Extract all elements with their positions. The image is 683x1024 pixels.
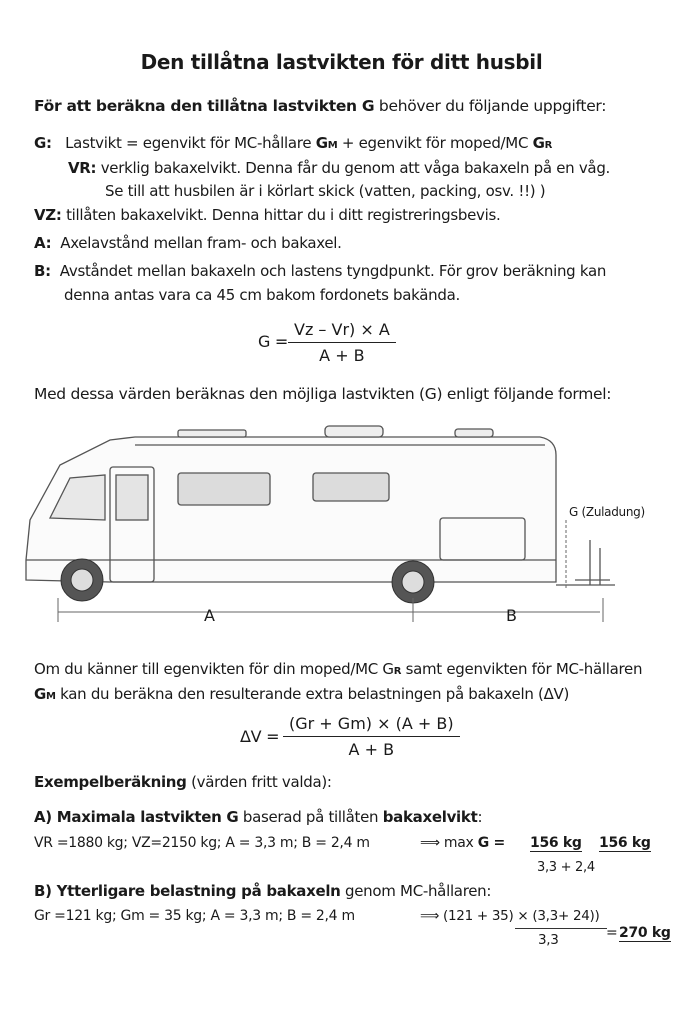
label-a: A [204,606,215,625]
example-a-heading [34,808,482,826]
roof-vent [178,430,246,437]
text: kan du beräkna den resulterande extra belastningen på bakaxeln (ΔV) [55,685,570,703]
door-window [116,475,148,520]
example-b-numerator: ⟹ (121 + 35) × (3,3+ 24)) [420,908,600,924]
formula1-numerator: Vz – Vr) × A [288,320,396,343]
example-a-denominator: 3,3 + 2,4 [537,860,595,875]
def-text: verklig bakaxelvikt. Denna får du genom att våga bakaxeln på en våg. [100,159,611,177]
sym: G [315,134,328,152]
definition-b-line2: denna antas vara ca 45 cm bakom fordonets bakända. [64,286,460,304]
formula1-denominator: A + B [319,346,365,365]
sub: R [393,666,402,677]
roof-hatch [455,429,493,437]
formula2-denominator: A + B [348,740,395,759]
side-window-1 [178,473,270,505]
mc-carrier [556,540,615,585]
example-a-values: VR =1880 kg; VZ=2150 kg; A = 3,3 m; B = 2,4 m [34,835,370,851]
example-b-result: 270 kg [619,925,671,941]
side-window-2 [313,473,389,501]
def-label: A: [34,234,52,252]
text: MC-hållaren: [400,882,492,900]
example-b-denominator: 3,3 [538,932,559,948]
sub: M [327,140,338,151]
text: genom [340,882,401,900]
def-label: VZ: [34,206,62,224]
definition-vr-line2: Se till att husbilen är i körlart skick (vatten, packing, osv. !!) ) [105,182,546,200]
def-text: Lastvikt = egenvikt för MC-hållare [65,134,312,152]
sub: M [46,691,56,702]
text: baserad på tillåten [238,808,383,826]
text: Om du känner till egenvikten för din moped/MC G [34,660,394,678]
def-label: G: [34,134,52,152]
example-b-heading [34,882,491,900]
para2-line1 [34,660,642,678]
example-b-fraction-bar [515,928,607,929]
example-a-result: 156 kg [599,835,651,851]
label-g-zuladung: G (Zuladung) [569,505,645,519]
example-heading [34,773,332,791]
def-text: Axelavstånd mellan fram- och bakaxel. [60,234,342,252]
text: ⟹ max [420,835,474,851]
intro-bold: För att beräkna den tillåtna lastvikten G [34,97,375,115]
sym: G [532,134,545,152]
def-text: tillåten bakaxelvikt. Denna hittar du i ditt registreringsbevis. [66,206,501,224]
def-text: + egenvikt för moped/MC [337,134,533,152]
formula-intro: Med dessa värden beräknas den möjliga lastvikten (G) enligt följande formel: [34,385,612,403]
example-b-values: Gr =121 kg; Gm = 35 kg; A = 3,3 m; B = 2,4 m [34,908,355,924]
roof-ac [325,426,383,437]
formula2-numerator: (Gr + Gm) × (A + B) [283,714,460,737]
label-b: B [506,606,517,625]
sub: R [544,140,553,151]
formula2-lhs: ΔV = [240,727,280,746]
text: (värden fritt valda): [186,773,332,791]
def-label: B: [34,262,51,280]
example-a-numerator: 156 kg [530,835,582,851]
text: samt egenvikten för MC-hällaren [401,660,643,678]
para2-line2 [34,685,569,703]
sym: G [34,685,47,703]
text: : [477,808,483,826]
def-label: VR: [68,159,97,177]
intro-rest: behöver du följande uppgifter: [374,97,607,115]
page-title: Den tillåtna lastvikten för ditt husbil [140,50,543,74]
formula2-fraction [283,714,460,759]
text: B) Ytterligare belastning på bakaxeln [34,882,341,900]
formula1-lhs: G = [258,332,288,351]
text: Exempelberäkning [34,773,187,791]
text: A) Maximala lastvikten G [34,808,239,826]
text: G = [477,835,505,851]
text: bakaxelvikt [382,808,478,826]
example-b-equals: = [606,925,618,941]
def-text: Avståndet mellan bakaxeln och lastens tyngdpunkt. För grov beräkning kan [59,262,607,280]
example-a-result-prefix [420,835,505,851]
